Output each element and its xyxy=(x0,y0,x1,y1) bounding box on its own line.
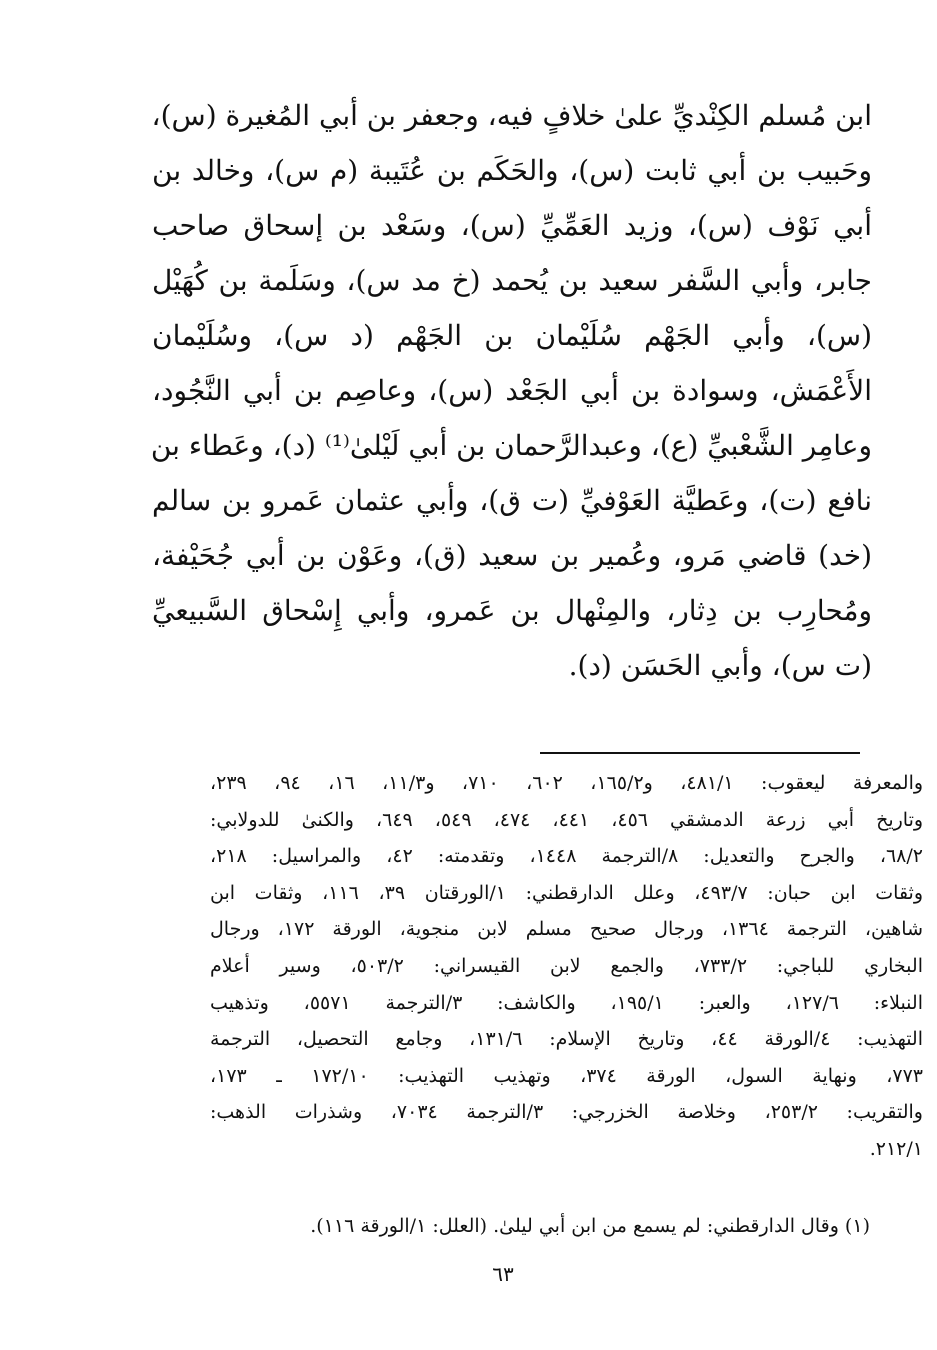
footnote-line: التهذيب: ٤/الورقة ٤٤، وتاريخ الإسلام: ١٣١/٦، وجامع التحصيل، الترجمة xyxy=(210,1028,923,1051)
main-text-line: (س)، وأبي الجَهْم سُلَيْمان بن الجَهْم (د س)، وسُلَيْمان xyxy=(152,319,872,352)
main-text-block xyxy=(152,88,872,693)
footnote-line: وثقات ابن حبان: ٤٩٣/٧، وعلل الدارقطني: ١/الورقتان ٣٩، ١١٦، وثقات ابن xyxy=(210,881,924,904)
footnote-line: ٦٨/٢، والجرح والتعديل: ٨/الترجمة ١٤٤٨، وتقدمته: ٤٢، والمراسيل: ٢١٨، xyxy=(210,845,923,868)
main-text-line: نافع (ت)، وعَطيَّة العَوْفيِّ (ت ق)، وأبي عثمان عَمرو بن سالم xyxy=(152,484,872,517)
footnote-one: (١) وقال الدارقطني: لم يسمع من ابن أبي ليلىٰ. (العلل: ١/الورقة ١١٦). xyxy=(310,1215,870,1237)
main-text-line: ابن مُسلم الكِنْديِّ علىٰ خلافٍ فيه، وجعفر بن أبي المُغيرة (س)، xyxy=(151,99,872,132)
main-text-line: ومُحارِب بن دِثار، والمِنْهال بن عَمرو، وأبي إِسْحاق السَّبيعيِّ xyxy=(152,594,872,627)
footnotes-block xyxy=(210,765,923,1168)
main-text-line: أبي نَوْف (س)، وزيد العَمِّيِّ (س)، وسَعْد بن إسحاق صاحب xyxy=(152,209,872,242)
footnote-line: شاهين، الترجمة ١٣٦٤، ورجال صحيح مسلم لابن منجوية، الورقة ١٧٢، ورجال xyxy=(210,918,923,941)
main-text-line: الأَعْمَش، وسوادة بن أبي الجَعْد (س)، وعاصِم بن أبي النَّجُود، xyxy=(152,374,872,407)
footnote-separator xyxy=(540,752,860,754)
main-text-line: وعامِر الشَّعْبيِّ (ع)، وعبدالرَّحمان بن أبي لَيْلىٰ⁽¹⁾ (د)، وعَطاء بن xyxy=(150,429,872,462)
main-text-line: (ت س)، وأبي الحَسَن (د). xyxy=(568,649,872,682)
footnote-line: ٢١٢/١. xyxy=(869,1137,923,1160)
footnote-line: النبلاء: ١٢٧/٦، والعبر: ١٩٥/١، والكاشف: ٣/الترجمة ٥٥٧١، وتذهيب xyxy=(210,991,923,1014)
footnote-line: البخاري للباجي: ٧٣٣/٢، والجمع لابن القيسراني: ٥٠٣/٢، وسير أعلام xyxy=(210,954,923,977)
footnote-line: والتقريب: ٢٥٣/٢، وخلاصة الخزرجي: ٣/الترجمة ٧٠٣٤، وشذرات الذهب: xyxy=(210,1101,923,1124)
main-text-line: وحَبيب بن أبي ثابت (س)، والحَكَم بن عُتَيبة (م س)، وخالد بن xyxy=(152,154,872,187)
main-text-line: (خد) قاضي مَرو، وعُمير بن سعيد (ق)، وعَوْن بن أبي جُحَيْفة، xyxy=(152,539,872,572)
footnote-line: وتاريخ أبي زرعة الدمشقي ٤٥٦، ٤٤١، ٤٧٤، ٥٤٩، ٦٤٩، والكنىٰ للدولابي: xyxy=(210,808,924,831)
footnote-line: ٧٧٣، ونهاية السول، الورقة ٣٧٤، وتهذيب التهذيب: ١٧٢/١٠ ـ ١٧٣، xyxy=(210,1064,923,1087)
main-text-line: جابر، وأبي السَّفر سعيد بن يُحمد (خ مد س)، وسَلَمة بن كُهَيْل xyxy=(152,264,872,297)
page-number: ٦٣ xyxy=(492,1262,514,1286)
footnote-line: والمعرفة ليعقوب: ٤٨١/١، و١٦٥/٢، ٦٠٢، ٧١٠، و١١/٣، ١٦، ٩٤، ٢٣٩، xyxy=(210,772,924,794)
